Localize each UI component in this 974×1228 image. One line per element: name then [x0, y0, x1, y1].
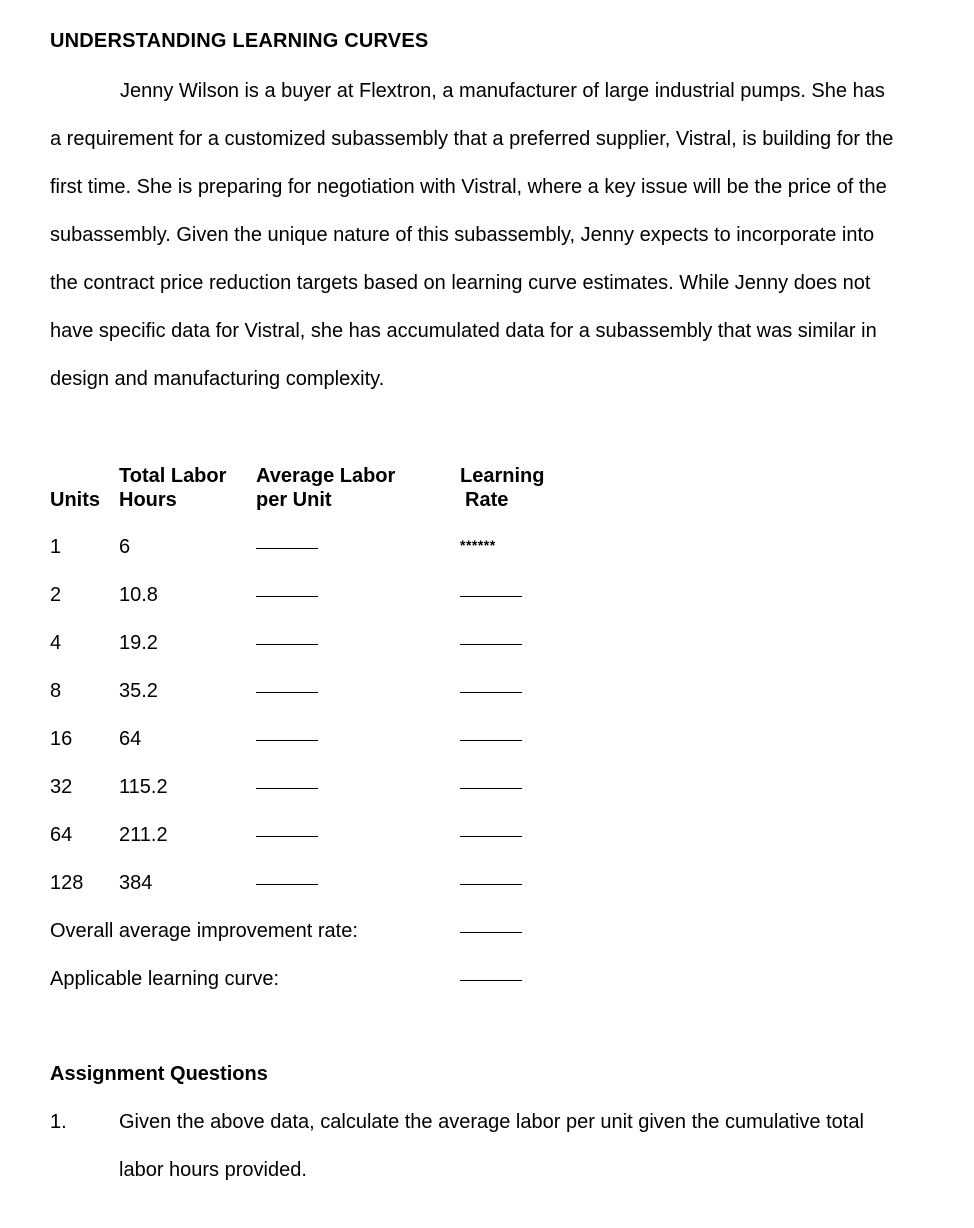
overall-improvement-blank	[460, 932, 522, 933]
question-text-continued: labor hours provided.	[119, 1159, 307, 1181]
header-learning: Learning	[460, 465, 545, 487]
units-cell: 128	[50, 872, 84, 894]
header-total-labor: Total Labor	[119, 465, 227, 487]
applicable-curve-label: Applicable learning curve:	[50, 968, 280, 990]
units-cell: 64	[50, 824, 73, 846]
units-cell: 8	[50, 680, 62, 702]
overall-improvement-label: Overall average improvement rate:	[50, 920, 358, 942]
document-title: UNDERSTANDING LEARNING CURVES	[50, 30, 429, 52]
intro-line: first time. She is preparing for negotiation with Vistral, where a key issue will be the price of the	[50, 176, 887, 198]
units-cell: 16	[50, 728, 73, 750]
units-cell: 32	[50, 776, 73, 798]
units-cell: 2	[50, 584, 62, 606]
intro-line: a requirement for a customized subassembly that a preferred supplier, Vistral, is building for the	[50, 128, 894, 150]
units-cell: 1	[50, 536, 62, 558]
question-text: Given the above data, calculate the average labor per unit given the cumulative total	[119, 1111, 864, 1133]
average-blank	[256, 740, 318, 741]
hours-cell: 6	[119, 536, 131, 558]
hours-cell: 64	[119, 728, 142, 750]
learning-rate-blank	[460, 740, 522, 741]
header-units: Units	[50, 489, 100, 511]
intro-line: design and manufacturing complexity.	[50, 368, 385, 390]
hours-cell: 115.2	[119, 776, 168, 798]
header-learning-rate: Rate	[465, 489, 509, 511]
average-blank	[256, 644, 318, 645]
learning-rate-na: ******	[460, 537, 496, 553]
intro-line: have specific data for Vistral, she has accumulated data for a subassembly that was similar in	[50, 320, 877, 342]
assignment-heading: Assignment Questions	[50, 1063, 268, 1085]
question-number: 1.	[50, 1111, 67, 1133]
average-blank	[256, 548, 318, 549]
learning-rate-blank	[460, 836, 522, 837]
hours-cell: 10.8	[119, 584, 158, 606]
learning-rate-blank	[460, 596, 522, 597]
header-total-labor-hours: Hours	[119, 489, 177, 511]
header-average-labor: Average Labor	[256, 465, 396, 487]
learning-rate-blank	[460, 788, 522, 789]
units-cell: 4	[50, 632, 62, 654]
learning-rate-blank	[460, 644, 522, 645]
applicable-curve-blank	[460, 980, 522, 981]
hours-cell: 35.2	[119, 680, 158, 702]
hours-cell: 211.2	[119, 824, 168, 846]
average-blank	[256, 788, 318, 789]
hours-cell: 19.2	[119, 632, 158, 654]
intro-line: subassembly. Given the unique nature of this subassembly, Jenny expects to incorporate into	[50, 224, 875, 246]
average-blank	[256, 596, 318, 597]
learning-rate-blank	[460, 884, 522, 885]
average-blank	[256, 836, 318, 837]
intro-line: Jenny Wilson is a buyer at Flextron, a manufacturer of large industrial pumps. She has	[120, 80, 885, 102]
learning-rate-blank	[460, 692, 522, 693]
header-average-labor-per-unit: per Unit	[256, 489, 332, 511]
average-blank	[256, 884, 318, 885]
intro-line: the contract price reduction targets based on learning curve estimates. While Jenny does not	[50, 272, 871, 294]
average-blank	[256, 692, 318, 693]
hours-cell: 384	[119, 872, 153, 894]
